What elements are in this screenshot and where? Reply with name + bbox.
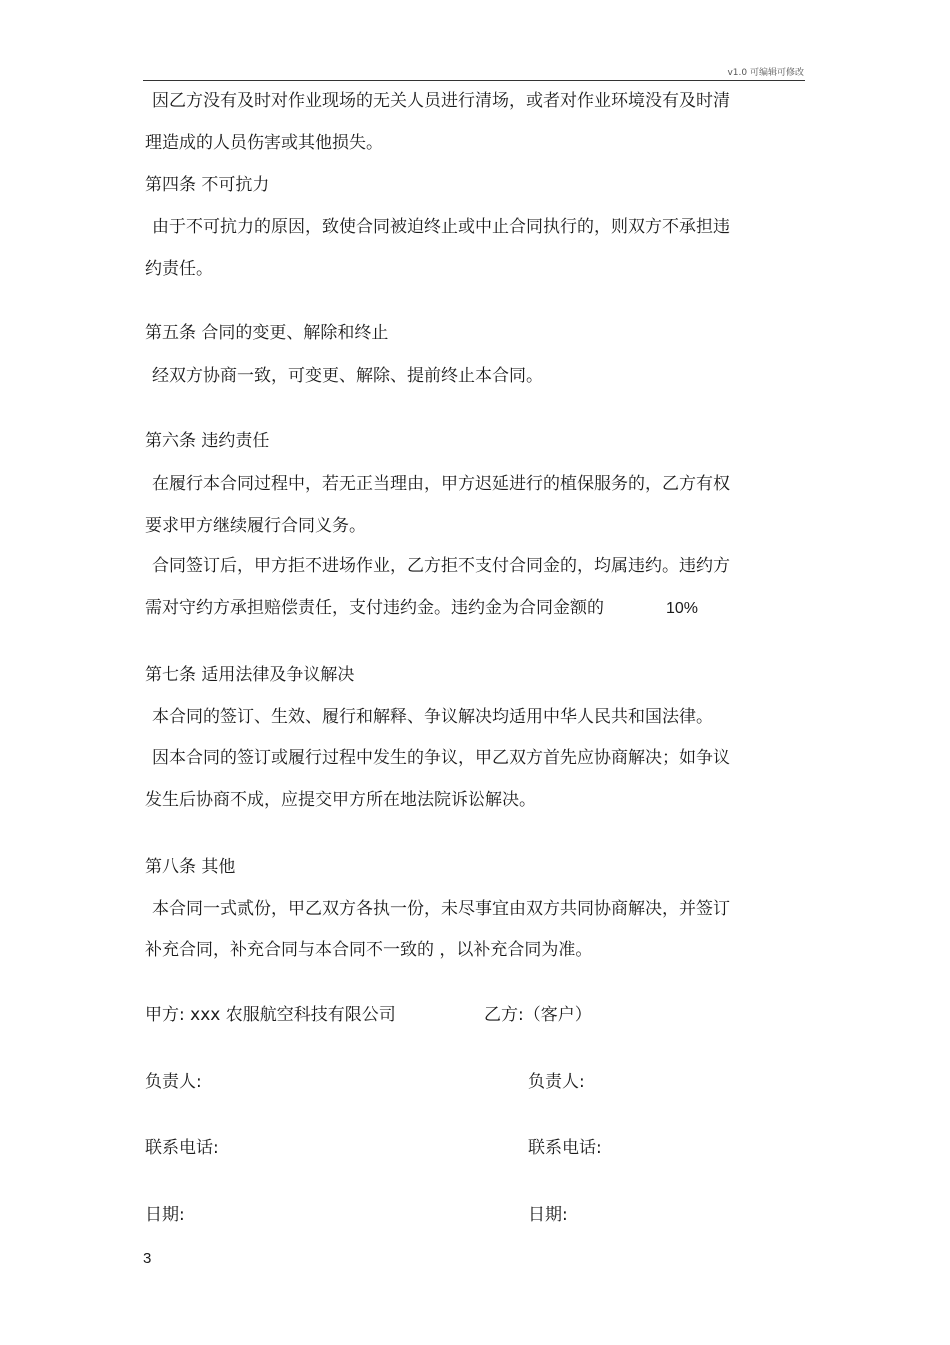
paragraph-line: 理造成的人员伤害或其他损失。 bbox=[145, 133, 383, 153]
header-rule bbox=[143, 80, 805, 81]
party-b-label: 乙方:（客户） bbox=[484, 1005, 592, 1025]
paragraph-line: 本合同一式贰份，甲乙双方各执一份，未尽事宜由双方共同协商解决，并签订 bbox=[152, 899, 730, 919]
penalty-percentage: 10% bbox=[666, 600, 699, 617]
paragraph-line: 需对守约方承担赔偿责任，支付违约金。违约金为合同金额的 bbox=[145, 598, 604, 618]
article-8-title: 第八条 其他 bbox=[145, 857, 236, 877]
paragraph-line: 因本合同的签订或履行过程中发生的争议，甲乙双方首先应协商解决；如争议 bbox=[152, 748, 730, 768]
article-5-title: 第五条 合同的变更、解除和终止 bbox=[145, 323, 389, 343]
paragraph-line: 因乙方没有及时对作业现场的无关人员进行清场，或者对作业环境没有及时清 bbox=[152, 91, 730, 111]
paragraph-line: 本合同的签订、生效、履行和解释、争议解决均适用中华人民共和国法律。 bbox=[152, 707, 713, 727]
paragraph-line: 合同签订后，甲方拒不进场作业，乙方拒不支付合同金的，均属违约。违约方 bbox=[152, 556, 730, 576]
date-b-label: 日期: bbox=[528, 1205, 568, 1225]
date-a-label: 日期: bbox=[145, 1205, 185, 1225]
paragraph-line: 在履行本合同过程中，若无正当理由，甲方迟延进行的植保服务的，乙方有权 bbox=[152, 474, 730, 494]
phone-b-label: 联系电话: bbox=[528, 1138, 602, 1158]
paragraph-line: 补充合同，补充合同与本合同不一致的 ，以补充合同为准。 bbox=[145, 940, 593, 960]
article-7-title: 第七条 适用法律及争议解决 bbox=[145, 665, 355, 685]
page-number: 3 bbox=[143, 1250, 152, 1267]
article-4-title: 第四条 不可抗力 bbox=[145, 175, 270, 195]
responsible-a-label: 负责人: bbox=[145, 1072, 202, 1092]
responsible-b-label: 负责人: bbox=[528, 1072, 585, 1092]
paragraph-line: 发生后协商不成，应提交甲方所在地法院诉讼解决。 bbox=[145, 790, 536, 810]
paragraph-line: 由于不可抗力的原因，致使合同被迫终止或中止合同执行的，则双方不承担违 bbox=[152, 217, 730, 237]
phone-a-label: 联系电话: bbox=[145, 1138, 219, 1158]
party-a-label: 甲方: xxx 农服航空科技有限公司 bbox=[145, 1005, 396, 1025]
paragraph-line: 经双方协商一致，可变更、解除、提前终止本合同。 bbox=[152, 366, 543, 386]
paragraph-line: 要求甲方继续履行合同义务。 bbox=[145, 516, 366, 536]
paragraph-line: 约责任。 bbox=[145, 259, 213, 279]
article-6-title: 第六条 违约责任 bbox=[145, 431, 270, 451]
header-version-note: v1.0 可编辑可修改 bbox=[727, 68, 804, 78]
